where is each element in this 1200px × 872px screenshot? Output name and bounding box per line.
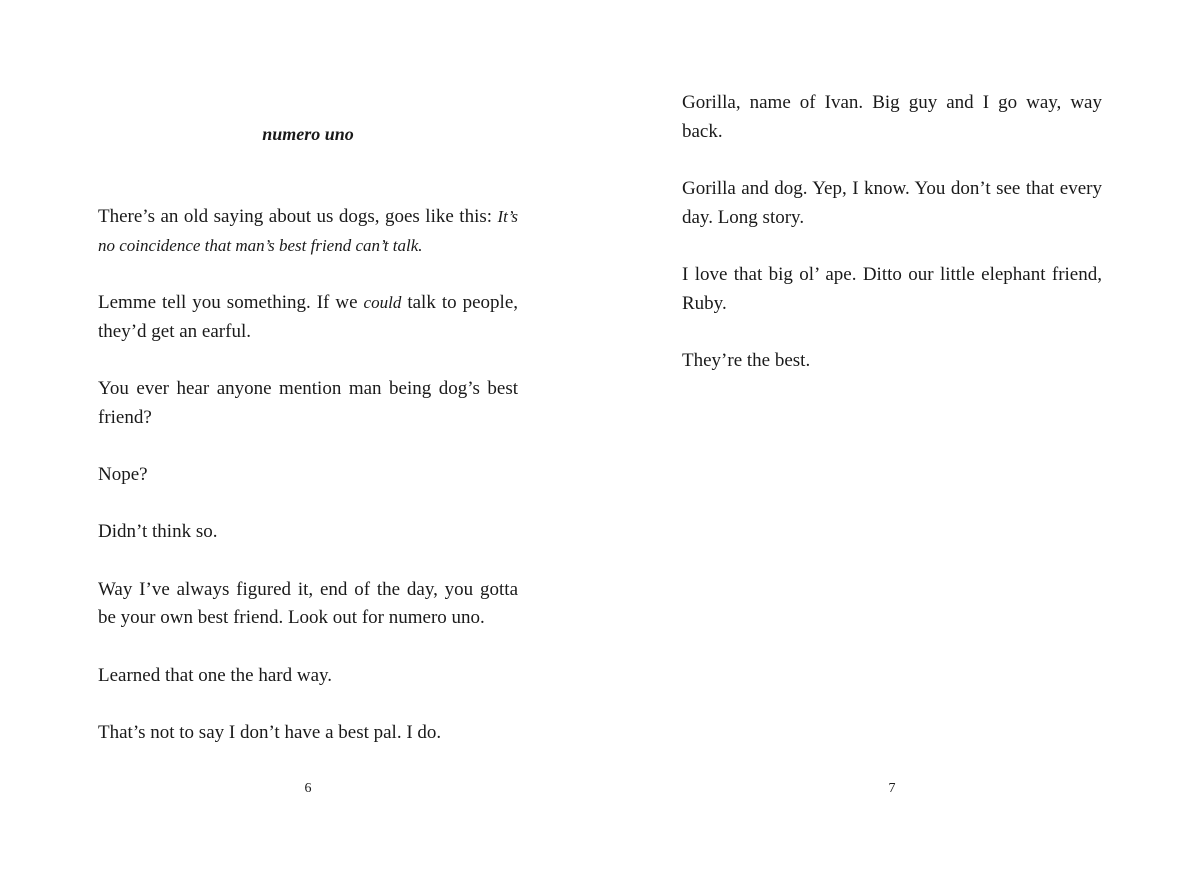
paragraph: Didn’t think so. <box>98 521 218 543</box>
paragraph: I love that big ol’ ape. Ditto our little elephant friend, Ruby. <box>682 263 1102 314</box>
chapter-title: numero uno <box>262 124 354 144</box>
page-number: 7 <box>888 781 896 796</box>
paragraph: They’re the best. <box>682 349 811 371</box>
paragraph: Gorilla, name of Ivan. Big guy and I go way, way back. <box>682 92 1102 142</box>
right-page <box>600 0 1200 872</box>
paragraph: Nope? <box>98 463 148 485</box>
paragraph: Way I’ve always figured it, end of the day, you gotta be your own best friend. Look out for numero uno. <box>98 578 518 629</box>
paragraph-text: There’s an old saying about us dogs, goes like this: <box>98 206 498 227</box>
paragraph-italic: could <box>363 292 402 312</box>
paragraph-text: Lemme tell you something. If we <box>98 291 364 313</box>
paragraph <box>98 203 518 260</box>
paragraph-text: talk to people, they’d get an earful. <box>98 291 518 342</box>
paragraph: Gorilla and dog. Yep, I know. You don’t see that every day. Long story. <box>682 177 1102 228</box>
page-number: 6 <box>304 781 312 796</box>
paragraph: You ever hear anyone mention man being dog’s best friend? <box>98 377 518 428</box>
paragraph-italic: It’s no coincidence that man’s best friend can’t talk. <box>98 207 518 255</box>
left-page-body <box>98 203 518 777</box>
paragraph <box>98 289 518 346</box>
paragraph: That’s not to say I don’t have a best pal. I do. <box>98 722 442 744</box>
paragraph: Learned that one the hard way. <box>98 664 333 686</box>
right-page-body <box>682 89 1102 404</box>
